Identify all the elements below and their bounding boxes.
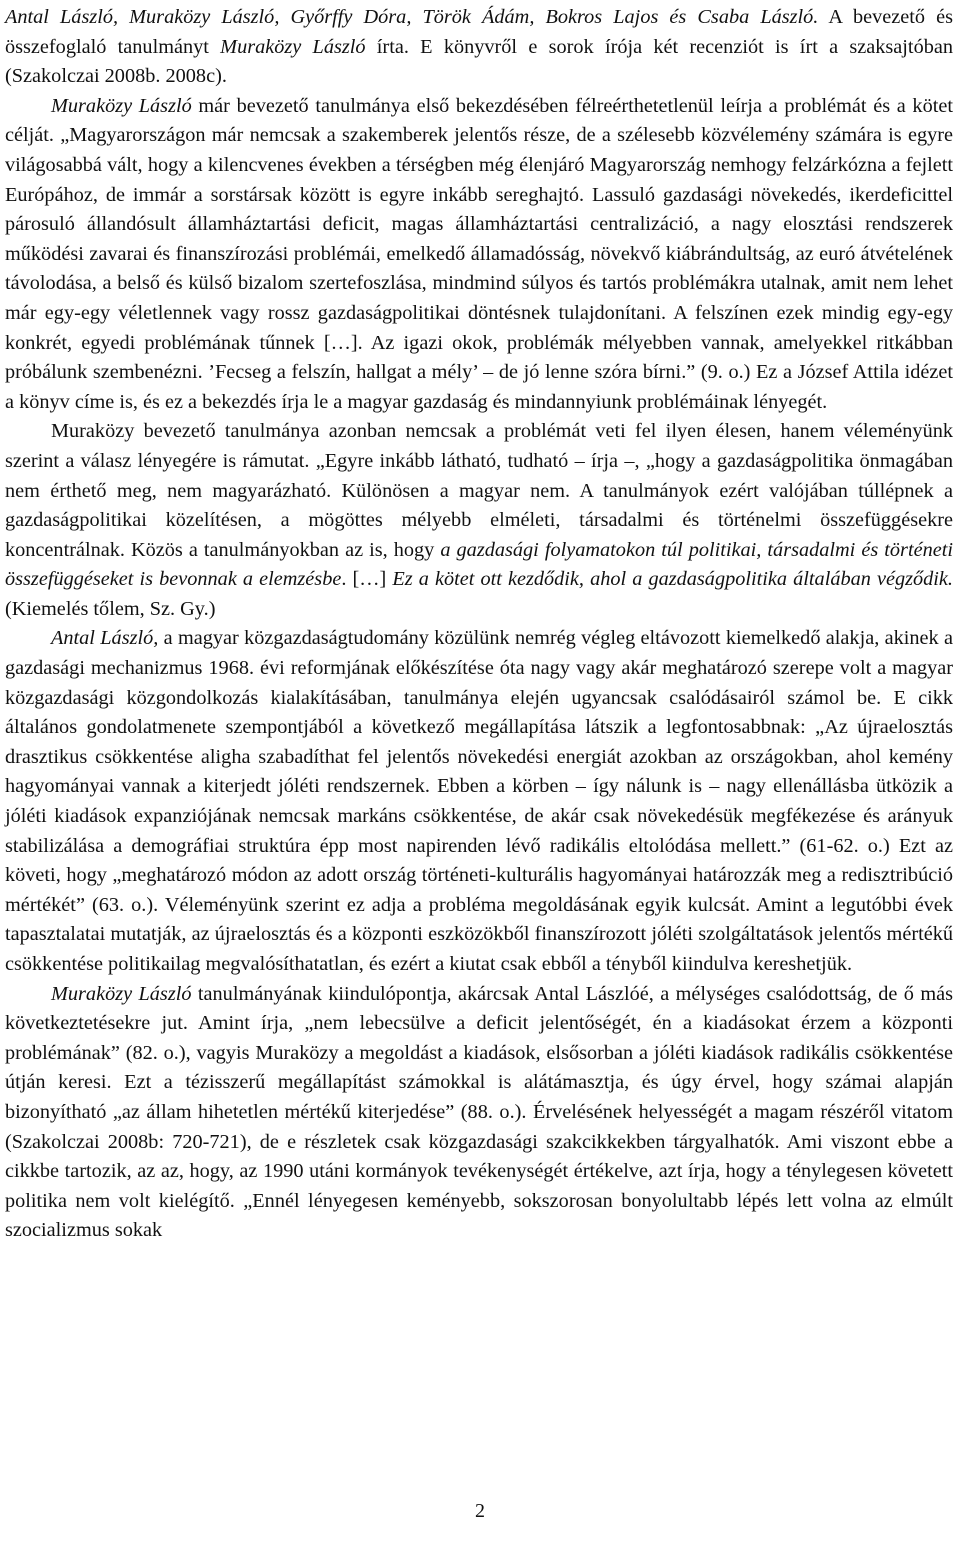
paragraph xyxy=(5,624,953,979)
text-run: Muraközy bevezető tanulmánya azonban nemcsak a problémát veti fel ilyen élesen, hanem véleményünk szerint a válasz lényegére is rámutat. „Egyre inkább látható, tudható – írja –, „hogy a gazdaságpolitika önmagában nem érthető meg, nem magyarázható. Különösen a magyar nem. A tanulmányok ezért valójában túllépnek a gazdaságpolitikai közelítésen, a mögöttes mélyebb elméleti, társadalmi és történelmi összefüggésekre koncentrálnak. Közös a tanulmányokban az is, hogy xyxy=(5,420,953,561)
text-run: már bevezető tanulmánya első bekezdésében félreérthetetlenül leírja a problémát és a kötet célját. „Magyarországon már nemcsak a szakemberek jelentős része, de a szélesebb közvélemény számára is egyre világosabbá vált, hogy a kilencvenes években a térségben még élenjáró Magyarország nemhogy felzárkózna a fejlett Európához, de immár a sorstársak között is egyre inkább sereghajtó. Lassuló gazdasági növekedés, ikerdeficittel párosuló állandósult államháztartási deficit, magas államháztartási centralizáció, a nagy elosztási rendszerek működési zavarai és finanszírozási problémái, emelkedő államadósság, növekvő kiábrándultság, az euró átvételének távolodása, a belső és külső bizalom szertefoszlása, mindmind súlyos és tartós problémákra utalnak, amit nem lehet már egy-egy véletlennek vagy rossz gazdaságpolitikai döntésnek tulajdonítani. A felszínen ezek mindig egy-egy konkrét, egyedi problémának tűnnek […]. Az igazi okok, problémák mélyebben vannak, amelyekkel ritkábban próbálunk szembenézni. ’Fecseg a felszín, hallgat a mély’ – de jó lenne szóra bírni.” (9. o.) Ez a József Attila idézet a könyv címe is, és ez a bekezdés írja le a magyar gazdaság és mindannyiunk problémáinak lényegét. xyxy=(5,94,953,413)
italic-text: a gazdasági folyamatokon túl politikai, társadalmi és történeti összefüggéseket is bevonnak a elemzésbe xyxy=(5,538,953,591)
italic-text: Muraközy László xyxy=(51,982,192,1005)
paragraph xyxy=(5,3,953,92)
italic-text: Antal László, xyxy=(51,627,159,650)
text-run: tanulmányának kiindulópontja, akárcsak Antal Lászlóé, a mélységes csalódottság, de ő más következtetésekre jut. Amint írja, „nem lebecsülve a deficit jelentőségét, én a kiadásokat érzem a központi problémának” (82. o.), vagyis Muraközy a megoldást a kiadások, elsősorban a jóléti kiadások radikális csökkentése útján keresi. Ezt a tézisszerű megállapítást számokkal is alátámasztja, és úgy érvel, hogy számai alapján bizonyítható „az állam hihetetlen mértékű kiterjedése” (88. o.). Érvelésének helyességét a magam részéről vitatom (Szakolczai 2008b: 720-721), de e részletek csak közgazdasági szakcikkekben tárgyalhatók. Ami viszont ebbe a cikkbe tartozik, az az, hogy, az 1990 utáni kormányok tevékenységét értékelve, azt írja, hogy a ténylegesen követett politika nem volt kielégítő. „Ennél lényegesen keményebb, sokszorosan bonyolultabb lépés lett volna az elmúlt szocializmus sokak xyxy=(5,982,953,1242)
italic-text: Antal László, Muraközy László, Győrffy Dóra, Török Ádám, Bokros Lajos és Csaba László. xyxy=(5,6,819,28)
italic-text: Ez a kötet ott kezdődik, ahol a gazdaságpolitika általában végződik. xyxy=(392,568,953,591)
text-run: írta. E könyvről e sorok írója két recenziót is írt a szaksajtóban (Szakolczai 2008b. 2008c). xyxy=(5,35,953,88)
paragraph xyxy=(5,980,953,1246)
text-run: a magyar közgazdaságtudomány közülünk nemrég végleg eltávozott kiemelkedő alakja, akinek a gazdasági mechanizmus 1968. évi reformjának előkészítése óta nagy vagy akár meghatározó szerepe volt a magyar közgazdasági közgondolkozás kialakításában, tanulmánya elején ugyancsak csalódásairól számol be. E cikk általános gondolatmenete szempontjából a következő megállapítása látszik a legfontosabbnak: „Az újraelosztás drasztikus csökkentése aligha szabadíthat fel jelentős növekedési energiát azokban az országokban, ahol kemény hagyományai vannak a kiterjedt jóléti rendszernek. Ebben a körben – így nálunk is – nagy ellenállásba ütközik a jóléti kiadások expanziójának nemcsak markáns csökkentése, de akár csak növekedésük megfékezése és arányuk stabilizálása a demográfiai struktúra épp most napirenden lévő radikális eltolódása mellett.” (61-62. o.) Ezt az követi, hogy „meghatározó módon az adott ország történeti-kulturális hagyományai határozzák meg a redisztribúció mértékét” (63. o.). Véleményünk szerint ez adja a probléma megoldásának egyik kulcsát. Amint a legutóbbi évek tapasztalatai mutatják, az újraelosztás és a központi eszközökből finanszírozott jóléti szolgáltatások jelentős mértékű csökkentése politikailag megvalósíthatatlan, és ezért a kiutat csak ebből a tényből kiindulva kereshetjük. xyxy=(5,627,953,975)
document-body xyxy=(5,3,953,1246)
italic-text: Muraközy László xyxy=(51,94,192,117)
text-run: . […] xyxy=(341,568,393,591)
text-run: (Kiemelés tőlem, Sz. Gy.) xyxy=(5,597,216,620)
paragraph xyxy=(5,417,953,624)
page-number: 2 xyxy=(475,1500,485,1522)
paragraph xyxy=(5,92,953,418)
text-run: A bevezető és összefoglaló tanulmányt xyxy=(5,6,953,58)
italic-text: Muraközy László xyxy=(220,35,366,58)
